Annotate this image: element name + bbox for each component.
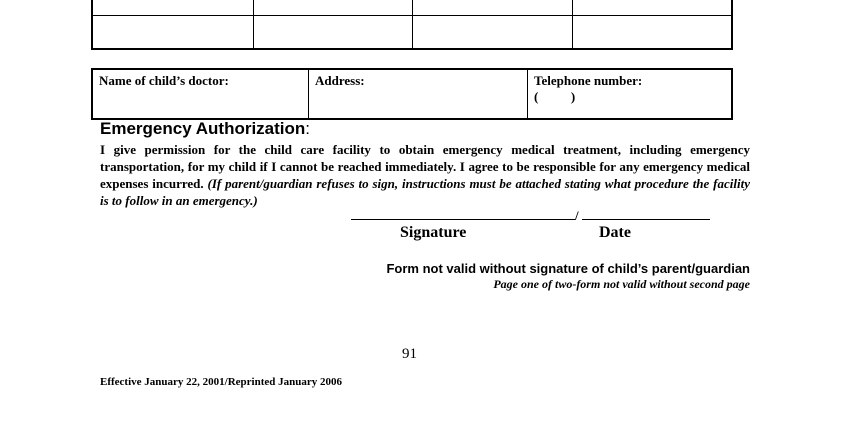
doctor-telephone-field[interactable] [527, 70, 731, 118]
signature-date-line[interactable] [351, 208, 710, 224]
page-number: 91 [402, 346, 417, 362]
doctor-name-field[interactable] [93, 70, 308, 118]
signature-label: Signature [400, 224, 467, 241]
authorization-instructions: (If parent/guardian refuses to sign, instructions must be attached stating what procedure the facility is to follow in an emergency.) [100, 176, 750, 208]
table-column-divider [253, 0, 254, 48]
emergency-authorization-title: Emergency Authorization [100, 119, 306, 138]
authorization-paragraph [100, 141, 750, 209]
not-valid-notice: Form not valid without signature of child’s parent/guardian [386, 261, 750, 276]
effective-date-footer: Effective January 22, 2001/Reprinted January 2006 [100, 376, 342, 388]
doctor-name-label: Name of child’s doctor: [99, 73, 229, 88]
telephone-area-code: ( ) [534, 89, 576, 104]
table-column-divider [412, 0, 413, 48]
telephone-label: Telephone number: [534, 73, 643, 88]
title-colon: : [305, 119, 311, 138]
doctor-address-field[interactable] [308, 70, 527, 118]
signature-separator: / [575, 208, 579, 223]
signature-line[interactable] [351, 209, 575, 220]
authorization-text: I give permission for the child care facility to obtain emergency medical treatment, including emergency transportation, for my child if I cannot be reached immediately. I agree to be responsible for any emergency medical expenses incurred. [100, 142, 750, 191]
page-one-notice: Page one of two-form not valid without second page [493, 277, 750, 291]
address-label: Address: [315, 73, 365, 88]
top-table [91, 0, 733, 50]
date-line[interactable] [582, 209, 710, 220]
doctor-info-table [91, 68, 733, 120]
section-title [100, 119, 310, 139]
table-column-divider [572, 0, 573, 48]
date-label: Date [599, 224, 631, 241]
